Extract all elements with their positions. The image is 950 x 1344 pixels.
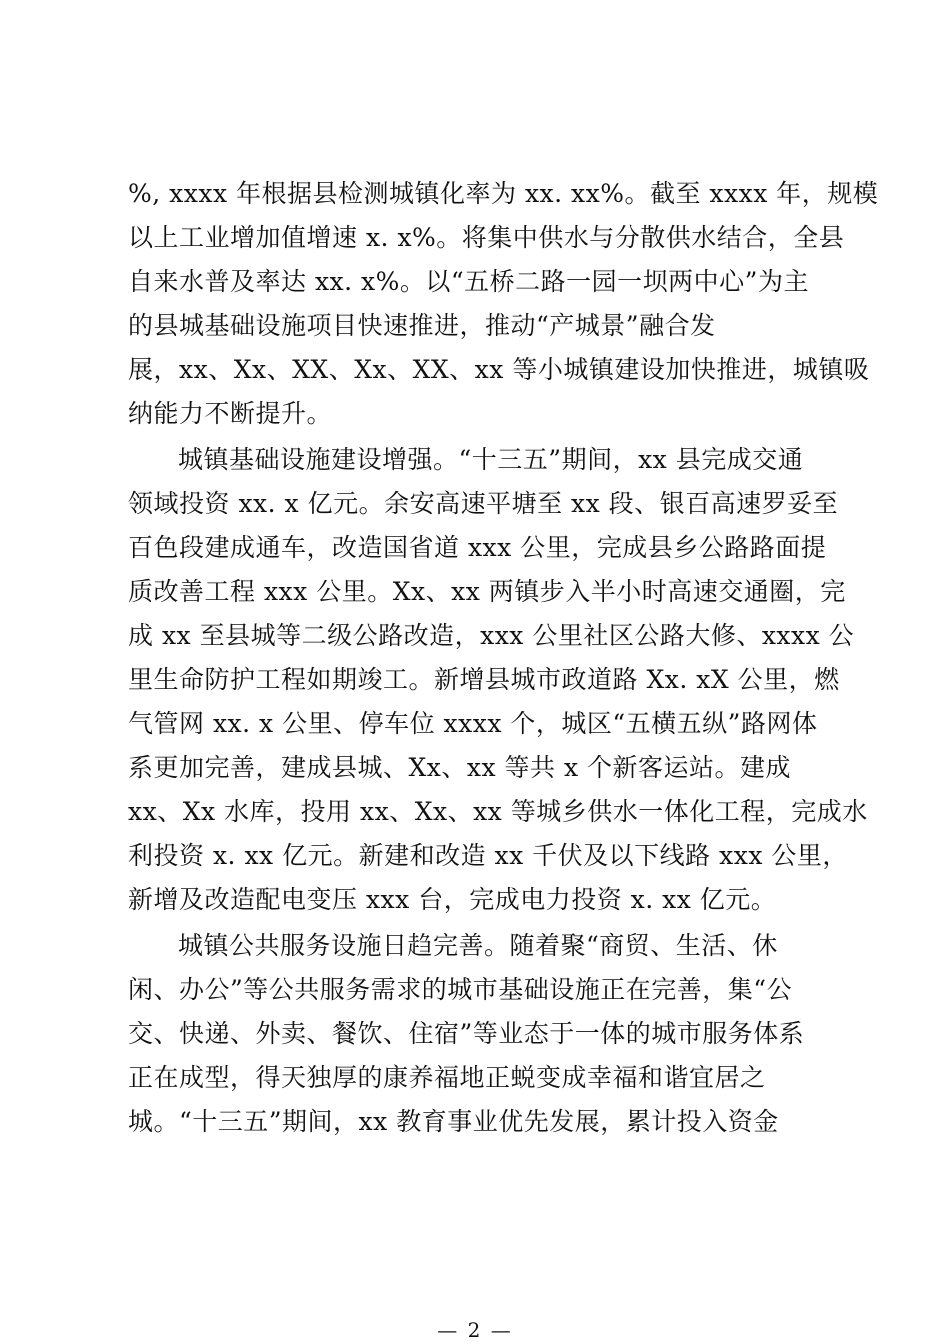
text-line: 城。“十三五”期间，xx 教育事业优先发展，累计投入资金 (128, 1107, 779, 1136)
text-line: 交、快递、外卖、餐饮、住宿”等业态于一体的城市服务体系 (128, 1019, 805, 1048)
text-line: 城镇公共服务设施日趋完善。随着聚“商贸、生活、休 (178, 931, 778, 960)
text-line: 的县城基础设施项目快速推进，推动“产城景”融合发 (128, 311, 716, 340)
text-line: 领域投资 xx. x 亿元。余安高速平塘至 xx 段、银百高速罗妥至 (128, 489, 839, 518)
text-line: 成 xx 至县城等二级公路改造，xxx 公里社区公路大修、xxxx 公 (128, 621, 855, 650)
text-line: 纳能力不断提升。 (128, 399, 333, 428)
paragraph-public-services (128, 924, 828, 1144)
text-line: 气管网 xx. x 公里、停车位 xxxx 个，城区“五横五纵”路网体 (128, 709, 818, 738)
text-line: 新增及改造配电变压 xxx 台，完成电力投资 x. xx 亿元。 (128, 885, 777, 914)
text-line: 自来水普及率达 xx. x%。以“五桥二路一园一坝两中心”为主 (128, 267, 809, 296)
text-line: 城镇基础设施建设增强。“十三五”期间，xx 县完成交通 (178, 445, 804, 474)
text-line: 系更加完善，建成县城、Xx、xx 等共 x 个新客运站。建成 (128, 753, 792, 782)
text-line: 质改善工程 xxx 公里。Xx、xx 两镇步入半小时高速交通圈，完 (128, 577, 846, 606)
text-line: 百色段建成通车，改造国省道 xxx 公里，完成县乡公路路面提 (128, 533, 827, 562)
page-number: — 2 — (437, 1318, 513, 1342)
paragraph-infrastructure (128, 438, 868, 922)
text-line: 里生命防护工程如期竣工。新增县城市政道路 Xx. xX 公里，燃 (128, 665, 840, 694)
text-line: xx、Xx 水库，投用 xx、Xx、xx 等城乡供水一体化工程，完成水 (128, 797, 868, 826)
text-line: 以上工业增加值增速 x. x%。将集中供水与分散供水结合，全县 (128, 223, 845, 252)
text-line: %, xxxx 年根据县检测城镇化率为 xx. xx%。截至 xxxx 年，规模 (128, 179, 879, 208)
text-line: 展，xx、Xx、XX、Xx、XX、xx 等小城镇建设加快推进，城镇吸 (128, 355, 870, 384)
text-line: 利投资 x. xx 亿元。新建和改造 xx 千伏及以下线路 xxx 公里， (128, 841, 848, 870)
text-line: 正在成型，得天独厚的康养福地正蜕变成幸福和谐宜居之 (128, 1063, 766, 1092)
paragraph-urbanization (128, 172, 879, 436)
text-line: 闲、办公”等公共服务需求的城市基础设施正在完善，集“公 (128, 975, 793, 1004)
body-text (128, 172, 879, 1144)
